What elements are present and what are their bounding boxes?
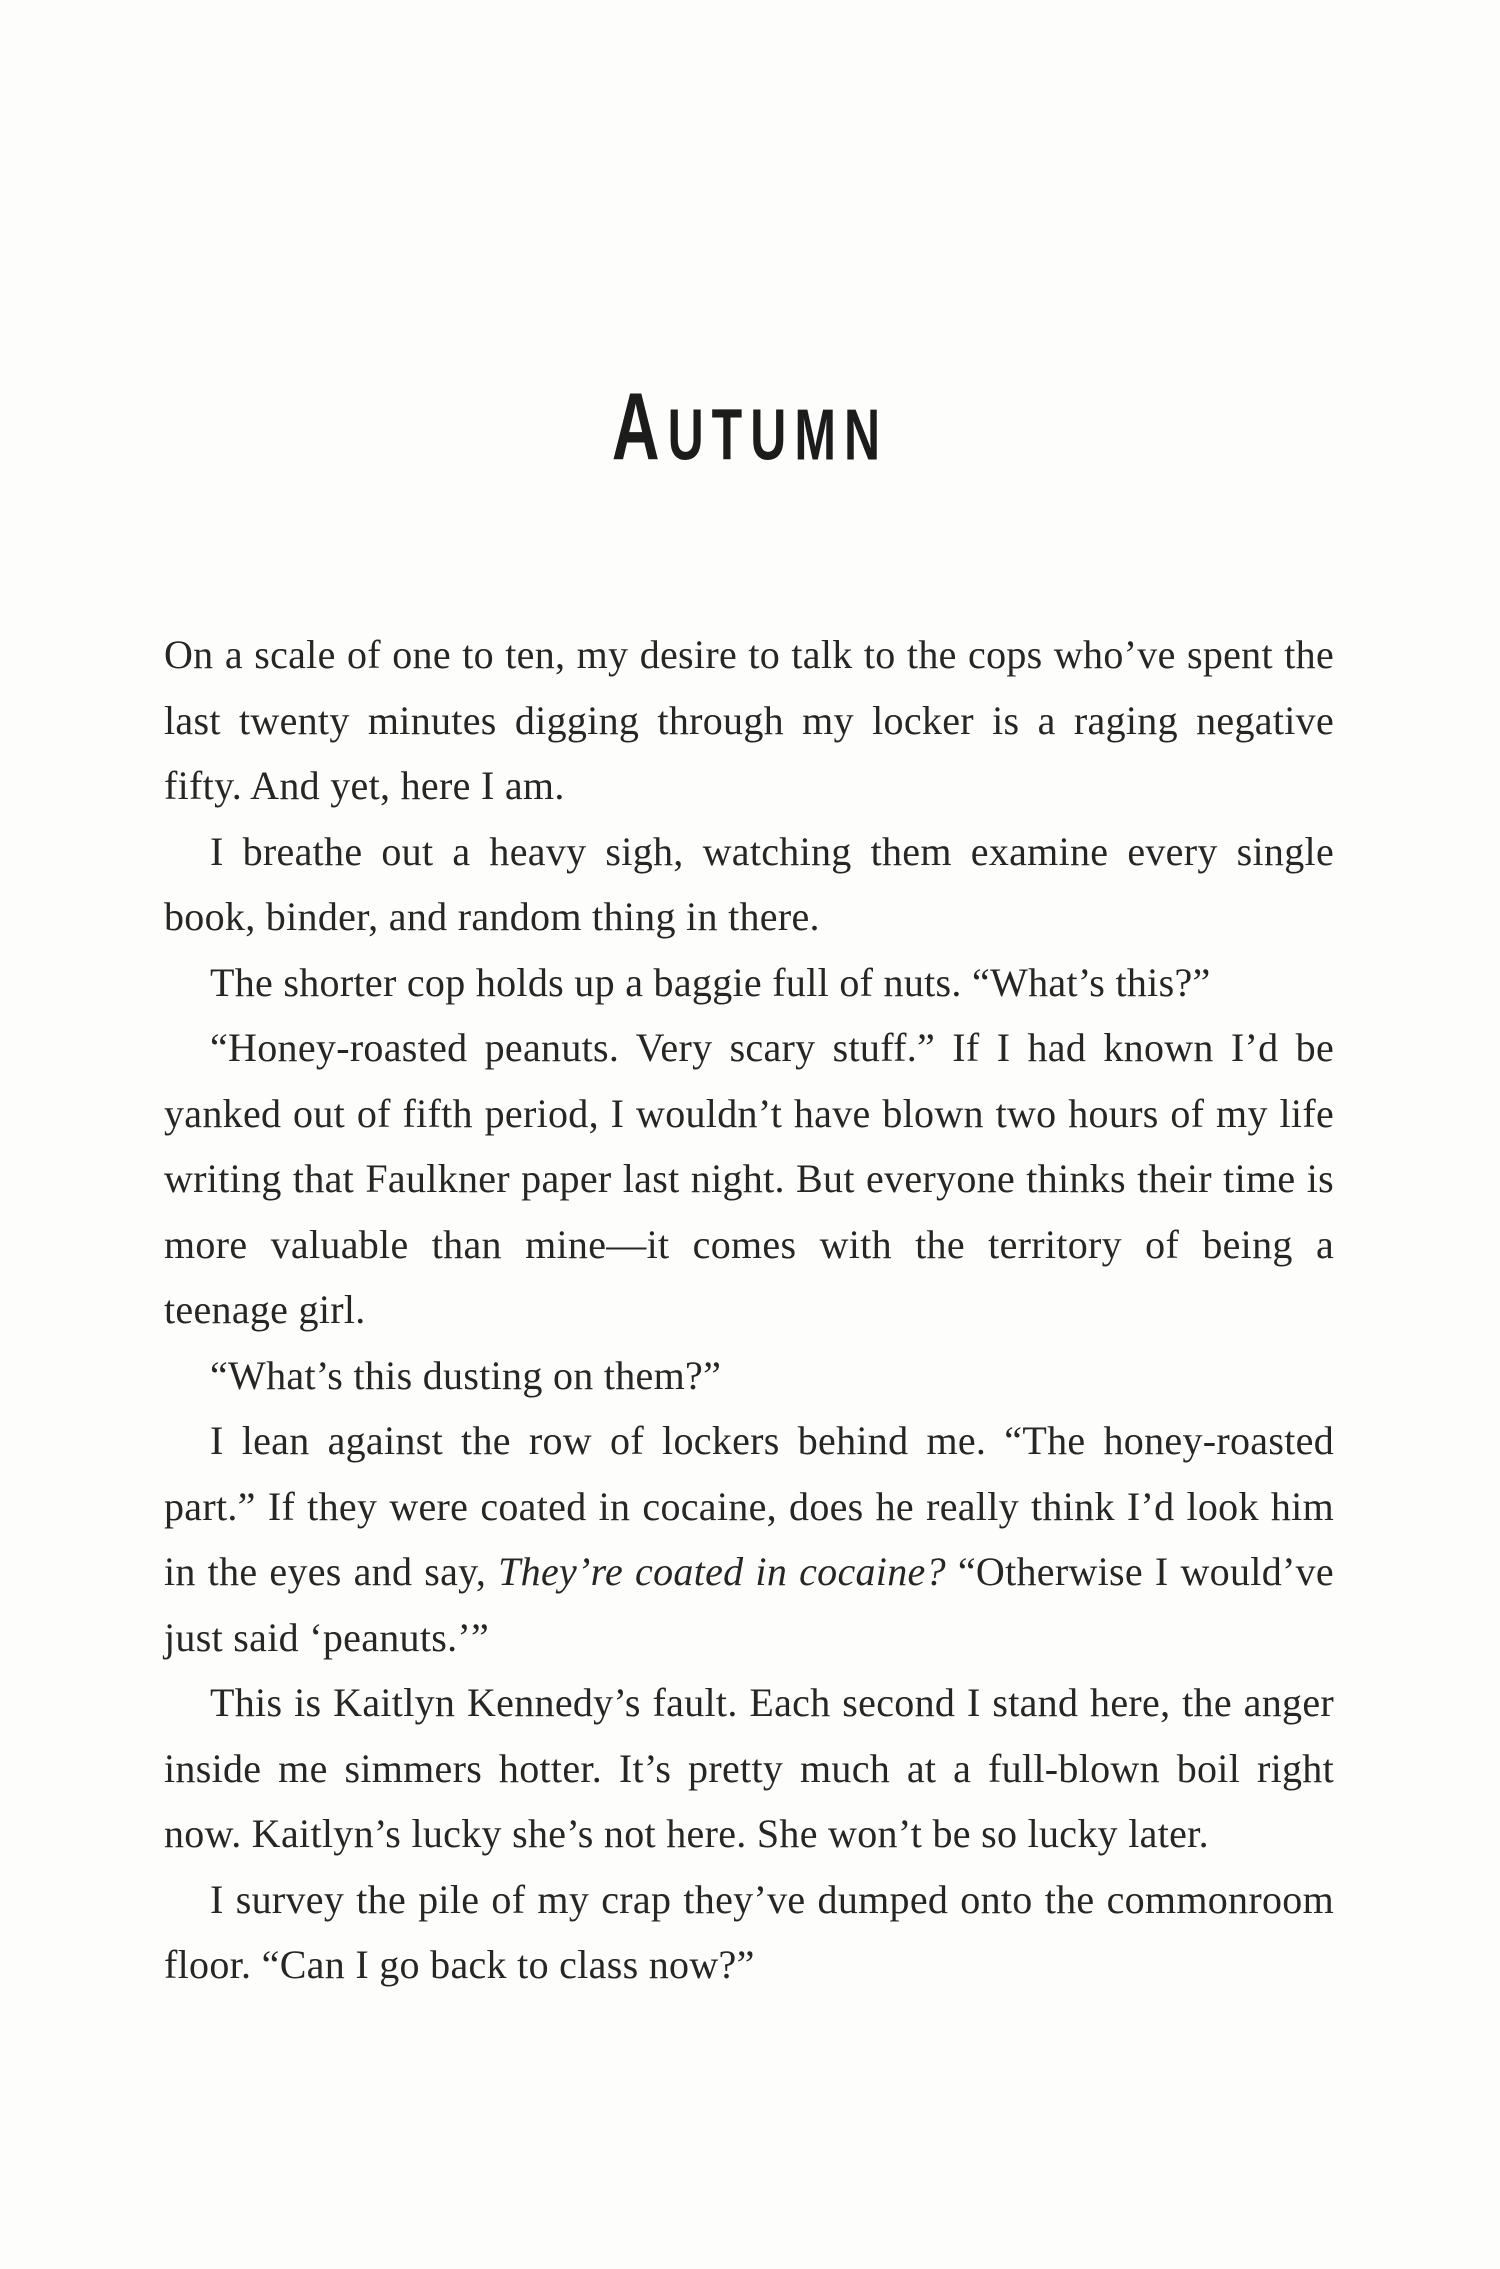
- chapter-title: [0, 368, 1500, 493]
- paragraph: “What’s this dusting on them?”: [210, 1352, 722, 1398]
- paragraph-text: “Otherwise I would’ve just said ‘peanuts.’”: [164, 1549, 1334, 1660]
- chapter-body: [164, 622, 1334, 1998]
- chapter-title-rest: UTUMN: [667, 394, 889, 476]
- chapter-title-initial: A: [611, 372, 668, 480]
- paragraph-italic-text: They’re coated in cocaine?: [498, 1549, 946, 1594]
- paragraph-text: I lean against the row of lockers behind me. “The honey-roasted part.” If they were coated in cocaine, does he really think I’d look him in the eyes and say,: [164, 1418, 1334, 1594]
- paragraph: This is Kaitlyn Kennedy’s fault. Each second I stand here, the anger inside me simmers hotter. It’s pretty much at a full-blown boil right now. Kaitlyn’s lucky she’s not here. She won’t be so lucky later.: [164, 1680, 1334, 1856]
- paragraph: “Honey-roasted peanuts. Very scary stuff.” If I had known I’d be yanked out of fifth period, I wouldn’t have blown two hours of my life writing that Faulkner paper last night. But everyone thinks their time is more valuable than mine—it comes with the territory of being a teenage girl.: [164, 1025, 1334, 1332]
- paragraph: On a scale of one to ten, my desire to talk to the cops who’ve spent the last twenty minutes digging through my locker is a raging negative fifty. And yet, here I am.: [164, 632, 1334, 808]
- paragraph: I survey the pile of my crap they’ve dumped onto the commonroom floor. “Can I go back to class now?”: [164, 1876, 1334, 1987]
- paragraph: The shorter cop holds up a baggie full of nuts. “What’s this?”: [210, 959, 1211, 1005]
- paragraph: I breathe out a heavy sigh, watching them examine every single book, binder, and random thing in there.: [164, 828, 1334, 939]
- paragraph: [164, 1408, 1334, 1670]
